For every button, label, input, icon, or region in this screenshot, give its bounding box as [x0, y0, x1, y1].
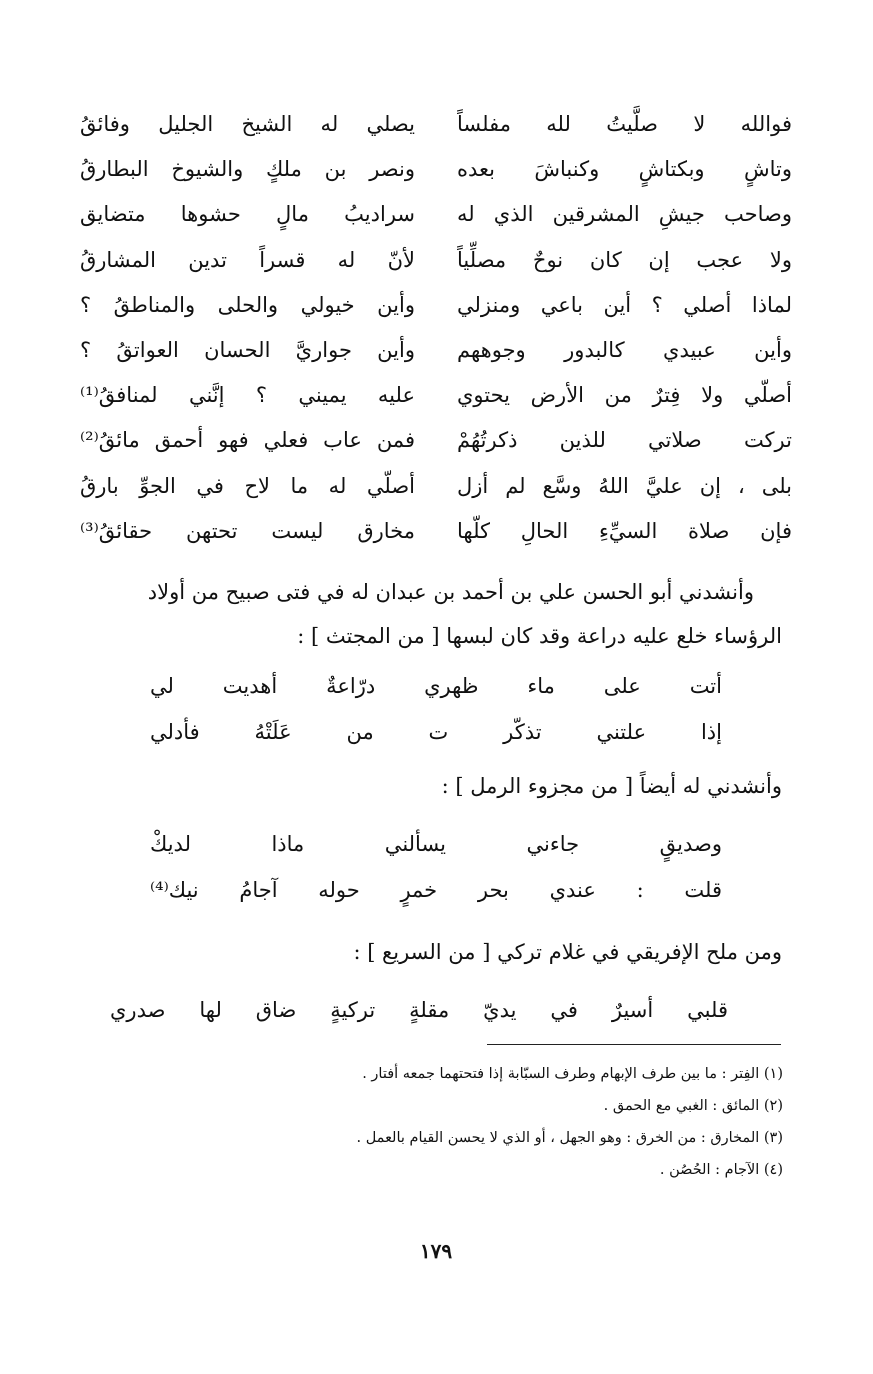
- poem-verse: [80, 466, 792, 511]
- verse-first-hemistich: لماذا أصلي ؟ أين باعي ومنزلي: [457, 292, 792, 317]
- poem-verse: [80, 194, 792, 239]
- poem-verse: [80, 285, 792, 330]
- poem-line: إذا علتني تذكّر ت من عَلَتْهُ فأدلي: [150, 720, 722, 744]
- poem-line: قلت : عندي بحر خمرٍ حوله آجامُ نيك⁽⁴⁾: [150, 878, 722, 902]
- verse-first-hemistich: وأين عبيدي كالبدور وجوههم: [457, 337, 792, 362]
- prose-paragraph: [80, 570, 782, 658]
- verse-second-hemistich: عليه يميني ؟ إنَّني لمنافقُ⁽¹⁾: [80, 383, 415, 408]
- footnote: (٢) المائق : الغبي مع الحمق .: [603, 1098, 783, 1114]
- verse-first-hemistich: ولا عجب إن كان نوحٌ مصلِّياً: [457, 247, 792, 272]
- verse-second-hemistich: ونصر بن ملكٍ والشيوخ البطارقُ: [80, 157, 415, 182]
- prose-line: الرؤساء خلع عليه دراعة وقد كان لبسها [ من المجتث ] :: [297, 624, 782, 648]
- prose-paragraph: [80, 764, 782, 808]
- poem-verse: [80, 149, 792, 194]
- poem-last-verse: قلبي أسيرٌ في يديّ مقلةٍ تركيةٍ ضاق لها صدري: [110, 998, 728, 1022]
- poem-verse: [80, 330, 792, 375]
- poem-verse: [80, 240, 792, 285]
- verse-first-hemistich: بلى ، إن عليَّ اللهُ وسَّع لم أزل: [457, 473, 792, 498]
- prose-paragraph: [80, 930, 782, 974]
- poem-verse: [80, 420, 792, 465]
- verse-first-hemistich: فإن صلاة السيِّءِ الحالِ كلّها: [457, 518, 792, 543]
- poem-top: [80, 104, 792, 556]
- poem-line: وصديقٍ جاءني يسألني ماذا لديكْ: [150, 832, 722, 856]
- verse-second-hemistich: لأنّ له قسراً تدين المشارقُ: [80, 247, 415, 272]
- verse-first-hemistich: تركت صلاتي للذين ذكرتُهُمْ: [457, 428, 792, 453]
- poem-verse: [80, 104, 792, 149]
- poem-verse: [80, 511, 792, 556]
- verse-first-hemistich: فوالله لا صلَّيتُ لله مفلساً: [457, 112, 792, 136]
- verse-first-hemistich: أصلّي ولا فِترٌ من الأرض يحتوي: [457, 383, 792, 408]
- verse-first-hemistich: وصاحب جيشِ المشرقين الذي له: [457, 202, 792, 227]
- poem-dirraa: [150, 664, 722, 756]
- prose-line: وأنشدني أبو الحسن علي بن أحمد بن عبدان له في فتى صبيح من أولاد: [147, 580, 754, 604]
- verse-second-hemistich: يصلي له الشيخ الجليل وفائقُ: [80, 112, 415, 136]
- verse-second-hemistich: أصلّي له ما لاح في الجوِّ بارقُ: [80, 473, 415, 498]
- verse-second-hemistich: سراديبُ مالٍ حشوها متضايق: [80, 202, 415, 227]
- prose-line: وأنشدني له أيضاً [ من مجزوء الرمل ] :: [441, 774, 782, 798]
- poem-verse: [80, 375, 792, 420]
- footnote-separator: [487, 1044, 781, 1045]
- footnote: (٤) الآجام : الحُصُن .: [659, 1162, 783, 1178]
- poem-sadiq: [150, 822, 722, 914]
- verse-second-hemistich: وأين خيولي والحلى والمناطقُ ؟: [80, 292, 415, 317]
- footnote: (٣) المخارق : من الخرق : وهو الجهل ، أو الذي لا يحسن القيام بالعمل .: [356, 1130, 783, 1146]
- verse-first-hemistich: وتاشٍ وبكتاشٍ وكنباشَ بعده: [457, 157, 792, 182]
- verse-second-hemistich: وأين جواريَّ الحسان العواتقُ ؟: [80, 337, 415, 362]
- poem-line: أتت على ماء ظهري درّاعةٌ أهديت لي: [150, 674, 722, 698]
- footnotes: [143, 1058, 783, 1186]
- prose-line: ومن ملح الإفريقي في غلام تركي [ من السريع ] :: [353, 940, 782, 964]
- verse-second-hemistich: فمن عاب فعلي فهو أحمق مائقُ⁽²⁾: [80, 428, 415, 453]
- verse-second-hemistich: مخارق ليست تحتهن حقائقُ⁽³⁾: [80, 518, 415, 543]
- page-number: ١٧٩: [419, 1239, 453, 1263]
- footnote: (١) الفِتر : ما بين طرف الإبهام وطرف السبّابة إذا فتحتهما جمعه أفتار .: [362, 1066, 783, 1082]
